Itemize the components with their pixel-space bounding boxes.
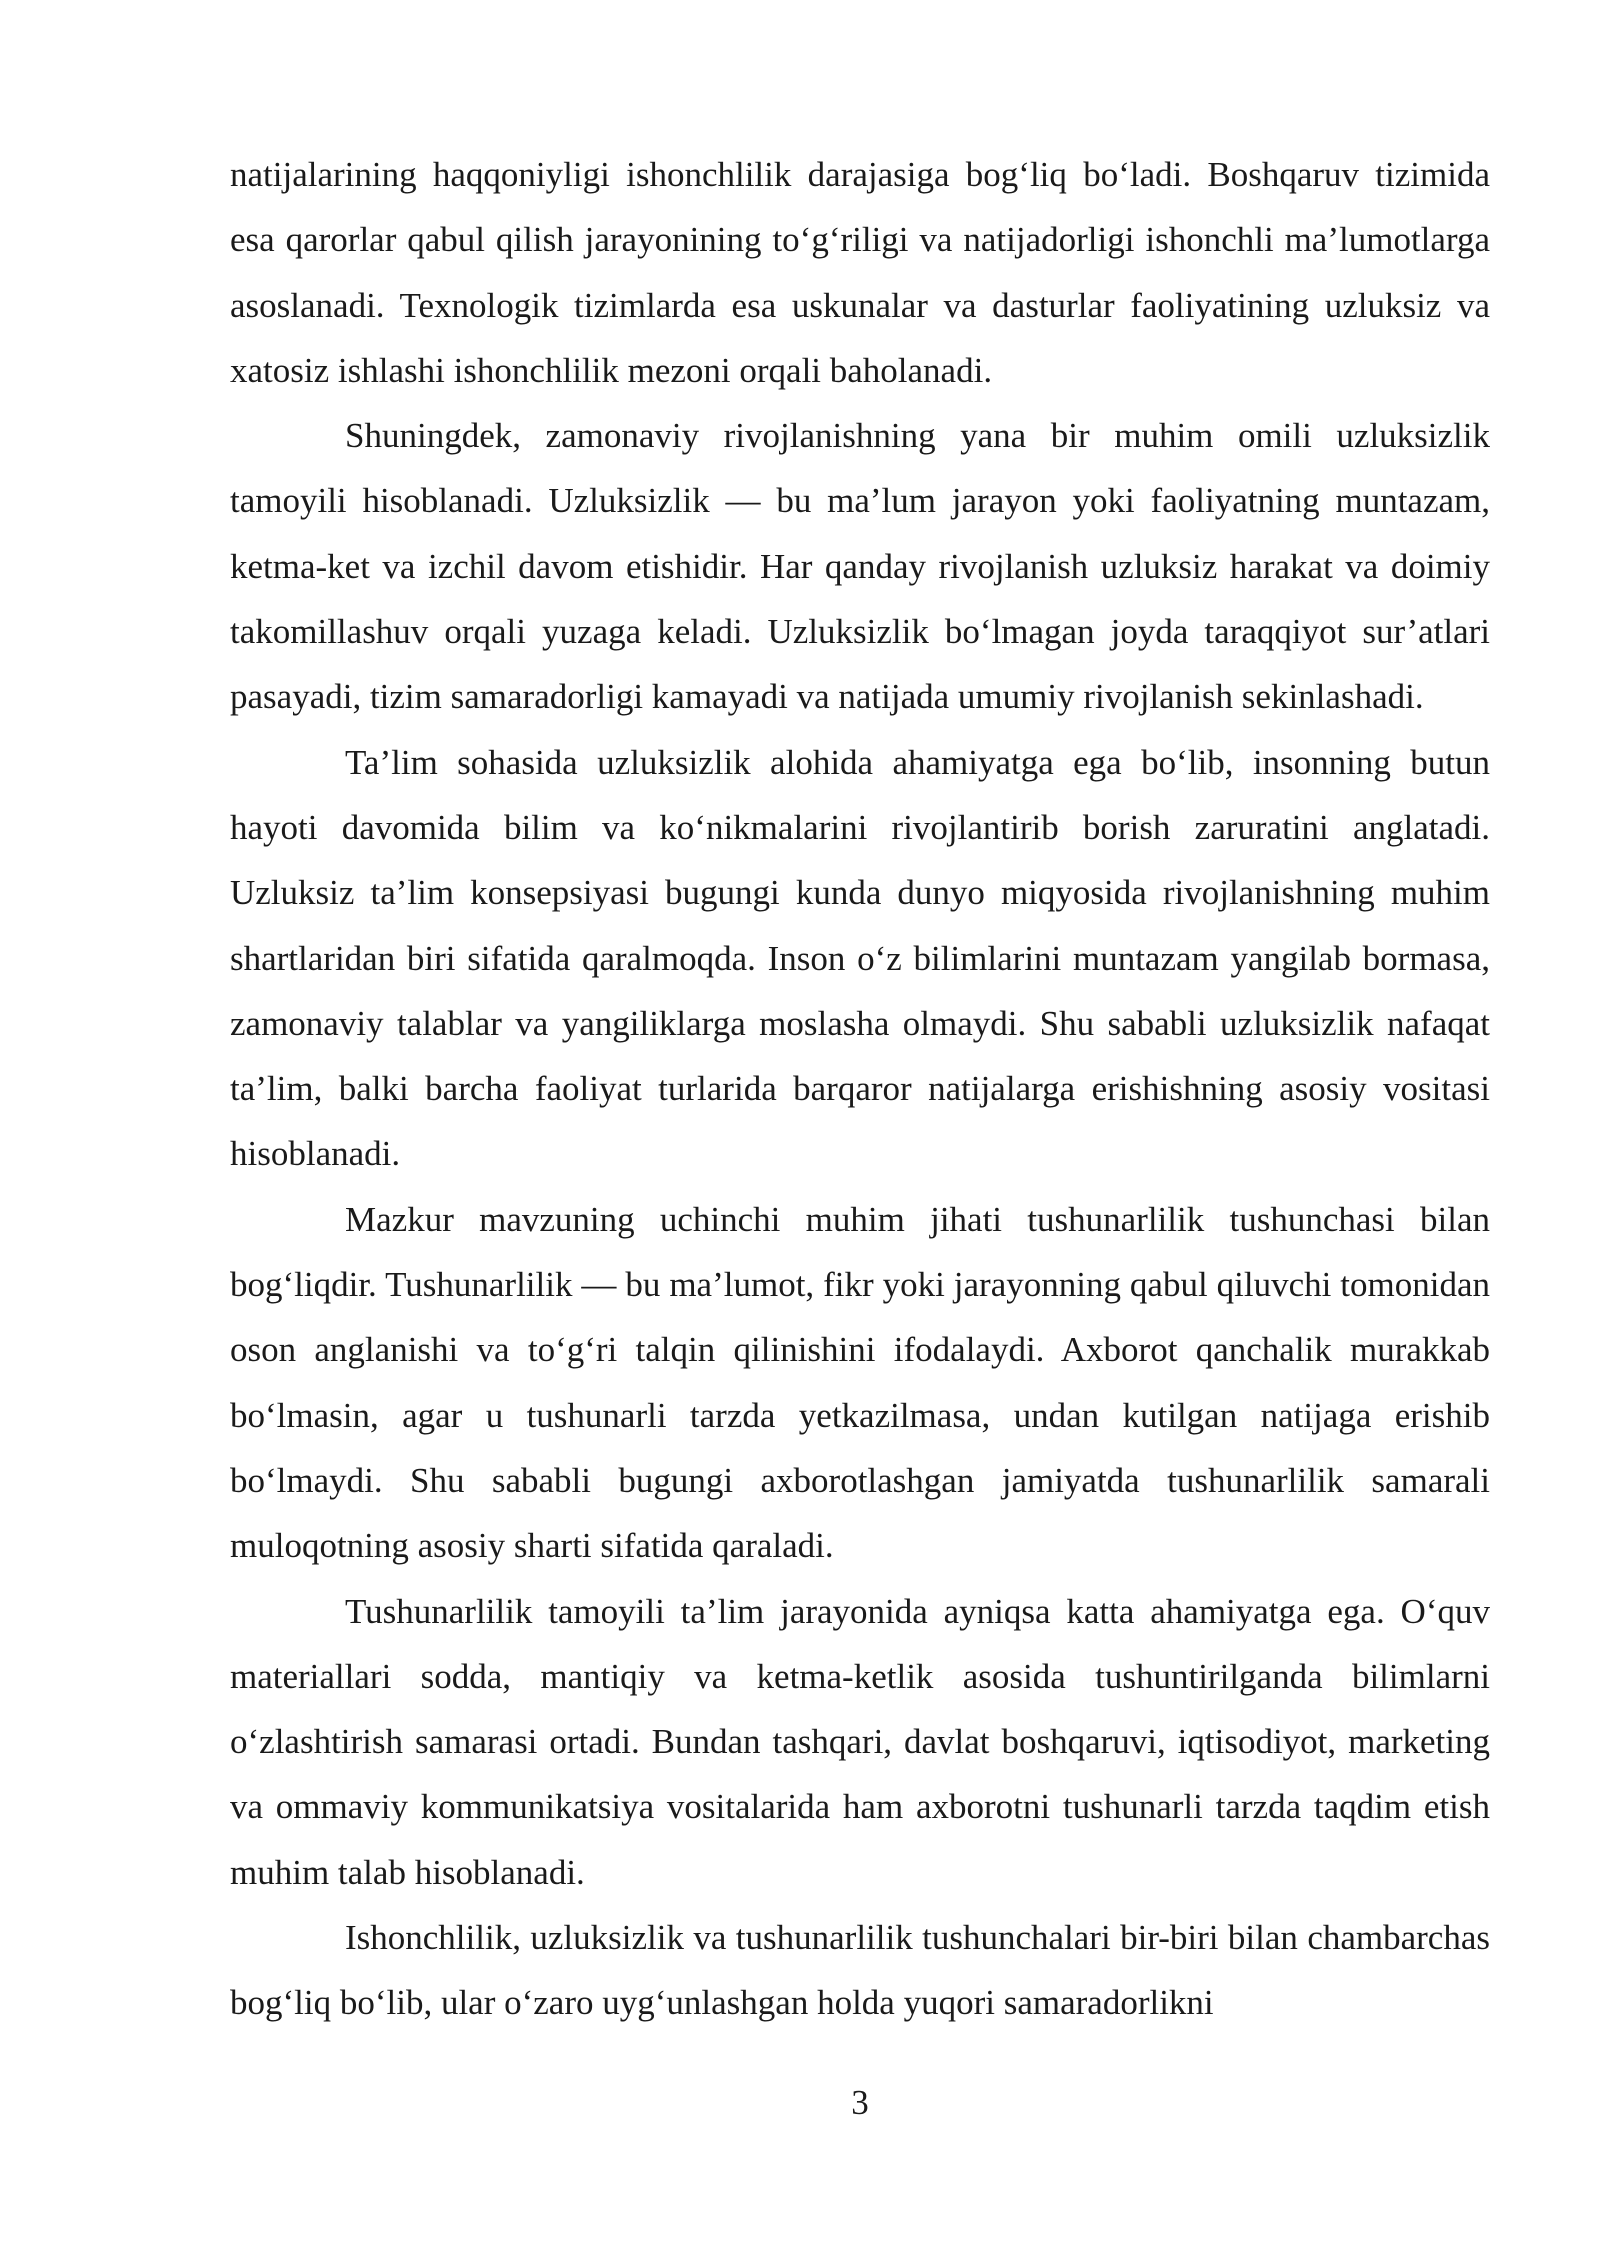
document-body <box>230 142 1490 2036</box>
page-number: 3 <box>851 2083 869 2122</box>
paragraph-2: Shuningdek, zamonaviy rivojlanishning yana bir muhim omili uzluksizlik tamoyili hisoblanadi. Uzluksizlik — bu ma’lum jarayon yoki faoliyatning muntazam, ketma-ket va izchil davom etishidir. Har qanday rivojlanish uzluksiz harakat va doimiy takomillashuv orqali yuzaga keladi. Uzluksizlik bo‘lmagan joyda taraqqiyot sur’atlari pasayadi, tizim samaradorligi kamayadi va natijada umumiy rivojlanish sekinlashadi. <box>230 416 1490 717</box>
paragraph-3: Ta’lim sohasida uzluksizlik alohida ahamiyatga ega bo‘lib, insonning butun hayoti davomida bilim va ko‘nikmalarini rivojlantirib borish zaruratini anglatadi. Uzluksiz ta’lim konsepsiyasi bugungi kunda dunyo miqyosida rivojlanishning muhim shartlaridan biri sifatida qaralmoqda. Inson o‘z bilimlarini muntazam yangilab bormasa, zamonaviy talablar va yangiliklarga moslasha olmaydi. Shu sababli uzluksizlik nafaqat ta’lim, balki barcha faoliyat turlarida barqaror natijalarga erishishning asosiy vositasi hisoblanadi. <box>230 742 1490 1174</box>
paragraph-5: Tushunarlilik tamoyili ta’lim jarayonida ayniqsa katta ahamiyatga ega. O‘quv materiallari sodda, mantiqiy va ketma-ketlik asosida tushuntirilganda bilimlarni o‘zlashtirish samarasi ortadi. Bundan tashqari, davlat boshqaruvi, iqtisodiyot, marketing va ommaviy kommunikatsiya vositalarida ham axborotni tushunarli tarzda taqdim etish muhim talab hisoblanadi. <box>230 1591 1490 1892</box>
paragraph-4: Mazkur mavzuning uchinchi muhim jihati tushunarlilik tushunchasi bilan bog‘liqdir. Tushunarlilik — bu ma’lumot, fikr yoki jarayonning qabul qiluvchi tomonidan oson anglanishi va to‘g‘ri talqin qilinishini ifodalaydi. Axborot qanchalik murakkab bo‘lmasin, agar u tushunarli tarzda yetkazilmasa, undan kutilgan natijaga erishib bo‘lmaydi. Shu sababli bugungi axborotlashgan jamiyatda tushunarlilik samarali muloqotning asosiy sharti sifatida qaraladi. <box>230 1199 1490 1566</box>
paragraph-1: natijalarining haqqoniyligi ishonchlilik darajasiga bog‘liq bo‘ladi. Boshqaruv tizimida esa qarorlar qabul qilish jarayonining to‘g‘riligi va natijadorligi ishonchli ma’lumotlarga asoslanadi. Texnologik tizimlarda esa uskunalar va dasturlar faoliyatining uzluksiz va xatosiz ishlashi ishonchlilik mezoni orqali baholanadi. <box>230 155 1490 390</box>
paragraph-6: Ishonchlilik, uzluksizlik va tushunarlilik tushunchalari bir-biri bilan chambarchas bog‘liq bo‘lib, ular o‘zaro uyg‘unlashgan holda yuqori samaradorlikni <box>230 1918 1490 2023</box>
